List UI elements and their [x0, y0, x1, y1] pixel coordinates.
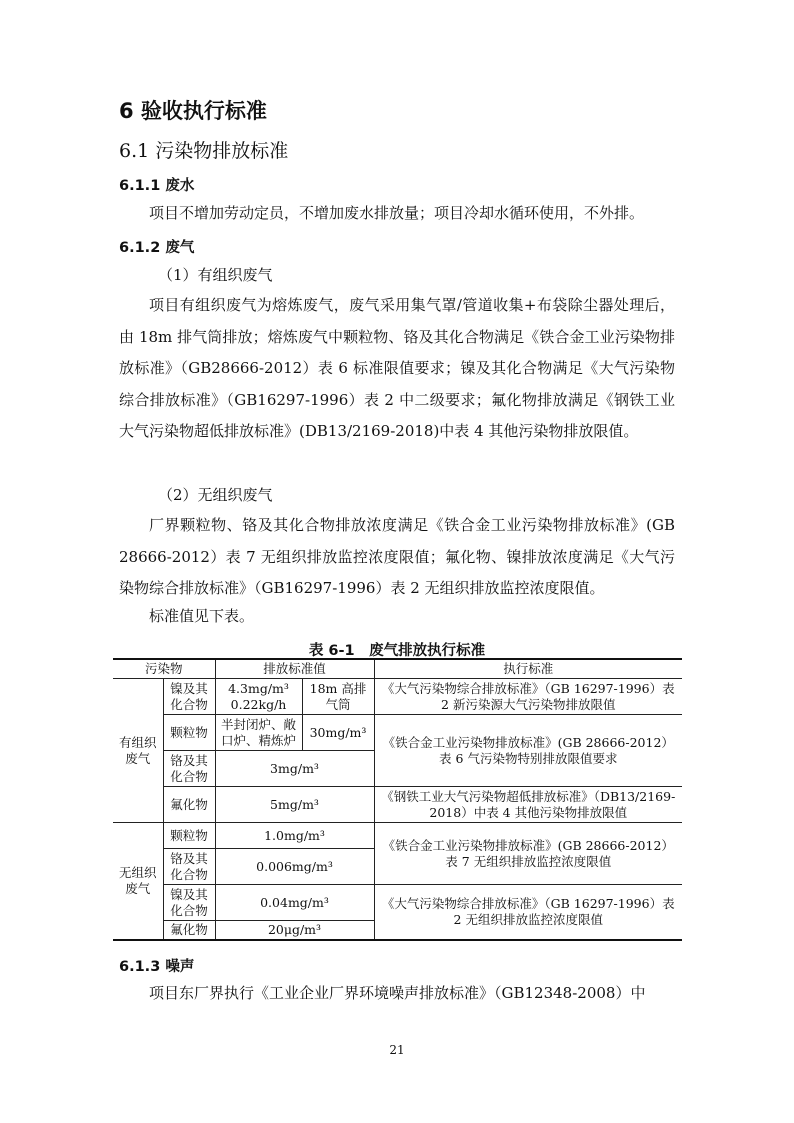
paragraph-organized-gas: 项目有组织废气为熔炼废气，废气采用集气罩/管道收集+布袋除尘器处理后，由 18m 排气筒排放；熔炼废气中颗粒物、铬及其化合物满足《铁合金工业污染物排放标准》（GB28666-2012）表 6 标准限值要求；镍及其化合物满足《大气污染物综合排放标准》（GB16297-1996）表 2 中二级要求；氟化物排放满足《钢铁工业大气污染物超低排放标准》(DB13/2169-2018)中表 4 其他污染物排放限值。	[119, 296, 675, 440]
standard-text: 《铁合金工业污染物排放标准》(GB 28666-2012）表 6 气污染物特别排放限值要求	[374, 715, 682, 787]
concentration: 4.3mg/m³	[228, 680, 289, 696]
table-caption: 表 6-1 废气排放执行标准	[308, 643, 486, 659]
pollutant-name: 镍及其化合物	[163, 885, 215, 921]
limit-value: 3mg/m³	[215, 751, 374, 787]
paragraph-noise: 项目东厂界执行《工业企业厂界环境噪声排放标准》（GB12348-2008）中	[149, 984, 646, 1002]
process-type: 半封闭炉、敞口炉、精炼炉	[215, 715, 302, 751]
header-pollutant: 污染物	[113, 659, 215, 679]
header-standard: 执行标准	[374, 659, 682, 679]
header-limit: 排放标准值	[215, 659, 374, 679]
paragraph-water: 项目不增加劳动定员，不增加废水排放量；项目冷却水循环使用，不外排。	[149, 204, 645, 222]
table-row	[113, 787, 682, 823]
pollutant-name: 氟化物	[163, 921, 215, 941]
page-number: 21	[389, 1043, 405, 1057]
subsection-heading-water: 6.1.1 废水	[119, 178, 195, 194]
pollutant-name: 铬及其化合物	[163, 849, 215, 885]
pollutant-name: 颗粒物	[163, 823, 215, 849]
pollutant-name: 镍及其化合物	[163, 679, 215, 715]
paragraph-unorganized-gas: 厂界颗粒物、铬及其化合物排放浓度满足《铁合金工业污染物排放标准》(GB 28666-2012）表 7 无组织排放监控浓度限值；氟化物、镍排放浓度满足《大气污染物综合排放标准》（GB16297-1996）表 2 无组织排放监控浓度限值。	[119, 516, 675, 597]
organized-gas-title: （1）有组织废气	[158, 266, 273, 284]
table-row	[113, 823, 682, 849]
limit-value: 30mg/m³	[302, 715, 374, 751]
paragraph-see-table: 标准值见下表。	[149, 607, 255, 625]
section-heading: 6.1 污染物排放标准	[119, 140, 289, 162]
limit-value: 1.0mg/m³	[215, 823, 374, 849]
subsection-heading-gas: 6.1.2 废气	[119, 240, 195, 256]
limit-value: 5mg/m³	[215, 787, 374, 823]
standard-text: 《大气污染物综合排放标准》（GB 16297-1996）表 2 新污染源大气污染物排放限值	[374, 679, 682, 715]
table-row	[113, 715, 682, 751]
standard-text: 《铁合金工业污染物排放标准》(GB 28666-2012）表 7 无组织排放监控浓度限值	[374, 823, 682, 885]
subsection-heading-noise: 6.1.3 噪声	[119, 959, 195, 975]
pollutant-name: 氟化物	[163, 787, 215, 823]
emission-rate: 0.22kg/h	[230, 696, 287, 712]
standard-text: 《钢铁工业大气污染物超低排放标准》（DB13/2169-2018）中表 4 其他污染物排放限值	[374, 787, 682, 823]
limit-value: 20μg/m³	[215, 921, 374, 941]
standard-text: 《大气污染物综合排放标准》（GB 16297-1996）表 2 无组织排放监控浓度限值	[374, 885, 682, 941]
pollutant-name: 铬及其化合物	[163, 751, 215, 787]
limit-value: 0.04mg/m³	[215, 885, 374, 921]
stack-height: 18m 高排气筒	[302, 679, 374, 715]
table-row	[113, 679, 682, 715]
limit-value: 0.006mg/m³	[215, 849, 374, 885]
table-header-row	[113, 659, 682, 679]
emission-standards-table	[113, 658, 682, 941]
table-row	[113, 885, 682, 921]
pollutant-name: 颗粒物	[163, 715, 215, 751]
unorganized-gas-title: （2）无组织废气	[158, 486, 273, 504]
limit-value	[215, 679, 302, 715]
chapter-heading: 6 验收执行标准	[119, 99, 267, 123]
group-organized: 有组织废气	[113, 679, 163, 823]
group-unorganized: 无组织废气	[113, 823, 163, 941]
